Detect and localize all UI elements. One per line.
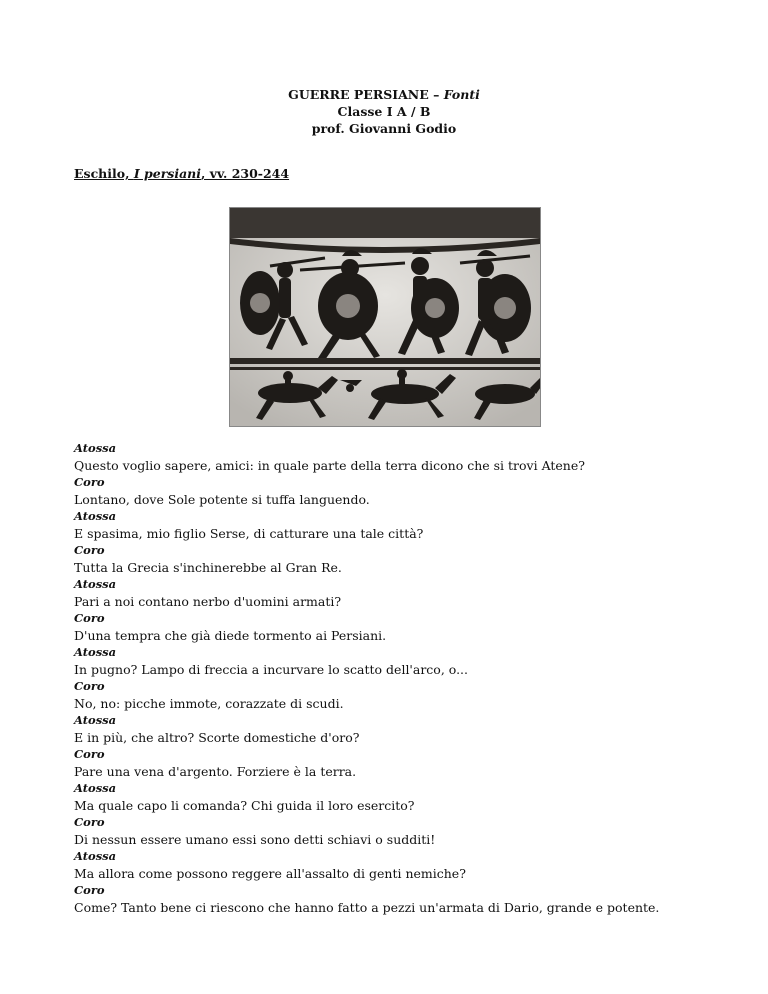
- dialogue-line: In pugno? Lampo di freccia a incurvare lo scatto dell'arco, o...: [74, 662, 469, 677]
- speaker-label: Coro: [74, 679, 105, 693]
- speaker-label: Coro: [74, 475, 105, 489]
- title-italic: Fonti: [443, 87, 480, 102]
- dialogue-line: Pare una vena d'argento. Forziere è la terra.: [74, 764, 357, 779]
- speaker-label: Coro: [74, 883, 105, 897]
- speaker-label: Coro: [74, 815, 105, 829]
- dialogue-line: Tutta la Grecia s'inchinerebbe al Gran Re.: [74, 560, 342, 575]
- dialogue-line: D'una tempra che già diede tormento ai Persiani.: [74, 628, 387, 643]
- speaker-label: Atossa: [74, 509, 117, 523]
- dialogue-line: Ma quale capo li comanda? Chi guida il loro esercito?: [74, 798, 415, 813]
- speaker-label: Atossa: [74, 849, 117, 863]
- speaker-label: Coro: [74, 747, 105, 761]
- speaker-label: Atossa: [74, 441, 117, 455]
- dialogue-line: Come? Tanto bene ci riescono che hanno fatto a pezzi un'armata di Dario, grande e potente.: [74, 900, 660, 915]
- dialogue-line: E spasima, mio figlio Serse, di catturare una tale città?: [74, 526, 424, 541]
- dialogue: [74, 440, 714, 916]
- speaker-label: Atossa: [74, 781, 117, 795]
- dialogue-line: Ma allora come possono reggere all'assalto di genti nemiche?: [74, 866, 466, 881]
- work-title: I persiani: [133, 166, 202, 181]
- dialogue-line: Pari a noi contano nerbo d'uomini armati?: [74, 594, 342, 609]
- greek-vase-painting-icon: [229, 207, 541, 427]
- dialogue-line: No, no: picche immote, corazzate di scudi.: [74, 696, 344, 711]
- dialogue-line: Di nessun essere umano essi sono detti schiavi o sudditi!: [74, 832, 436, 847]
- dialogue-line: E in più, che altro? Scorte domestiche d'oro?: [74, 730, 360, 745]
- speaker-label: Atossa: [74, 713, 117, 727]
- speaker-label: Coro: [74, 611, 105, 625]
- vase-illustration: [230, 208, 540, 426]
- speaker-label: Coro: [74, 543, 105, 557]
- source-citation: Eschilo, I persiani, vv. 230-244: [74, 166, 290, 181]
- document-title: GUERRE PERSIANE – Fonti: [288, 87, 480, 102]
- speaker-label: Atossa: [74, 645, 117, 659]
- speaker-label: Atossa: [74, 577, 117, 591]
- dialogue-line: Questo voglio sapere, amici: in quale parte della terra dicono che si trovi Atene?: [74, 458, 585, 473]
- dialogue-line: Lontano, dove Sole potente si tuffa languendo.: [74, 492, 370, 507]
- document-header: [0, 86, 768, 137]
- class-label: Classe I A / B: [337, 104, 431, 119]
- teacher-name: prof. Giovanni Godio: [311, 121, 457, 136]
